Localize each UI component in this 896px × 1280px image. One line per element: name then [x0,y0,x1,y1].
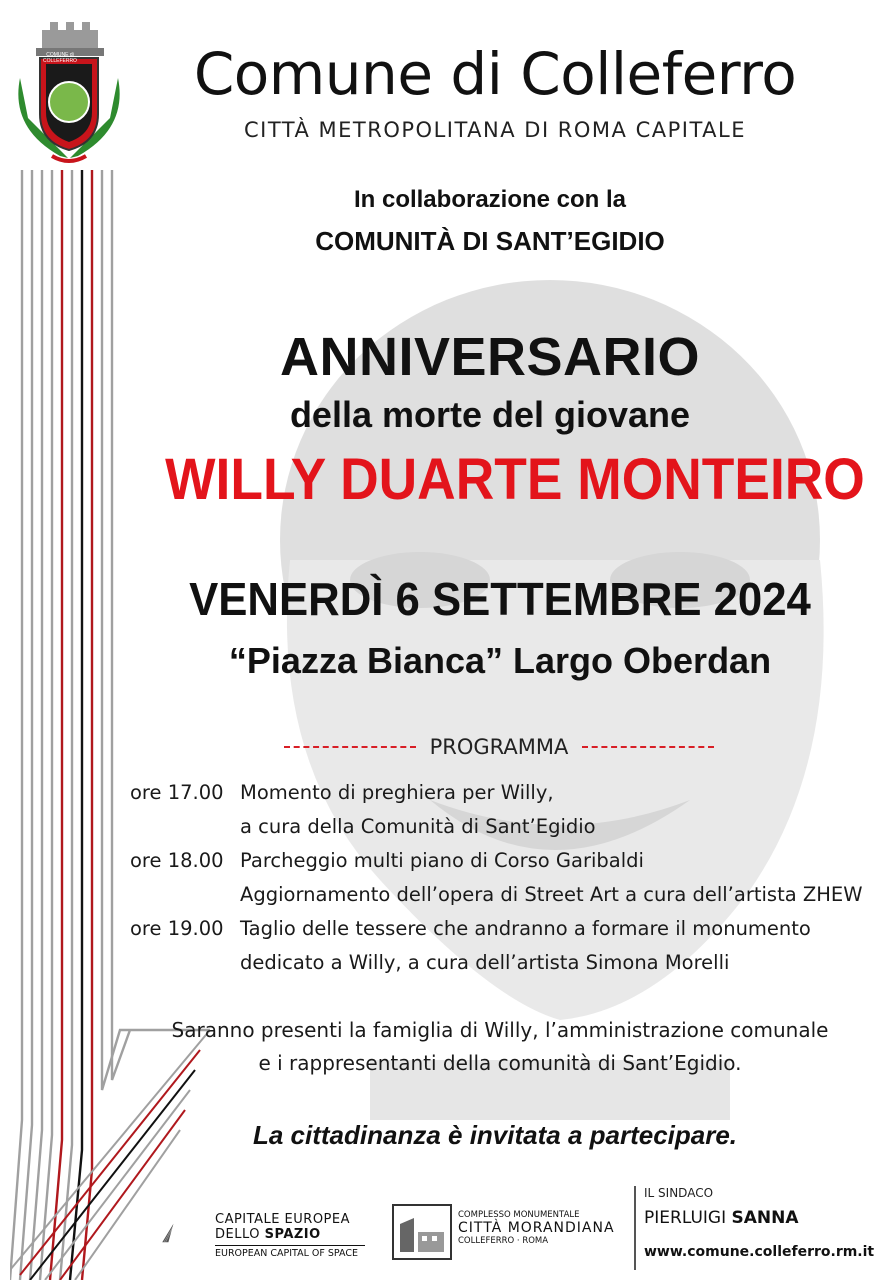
citta-morandiana-text [458,1210,628,1246]
schedule-item [130,844,870,878]
schedule-time: ore 17.00 [130,781,224,804]
event-heading: ANNIVERSARIO [279,327,701,387]
space-logo-line: DELLO SPAZIO [215,1227,321,1242]
event-honoree-name: WILLY DUARTE MONTEIRO [165,447,865,512]
capital-of-space-text [215,1212,365,1259]
program-schedule [130,776,870,980]
event-location: “Piazza Bianca” Largo Oberdan [228,640,772,681]
mayor-name: PIERLUIGI SANNA [644,1208,799,1228]
page-subtitle: CITTÀ METROPOLITANA DI ROMA CAPITALE [243,118,747,142]
schedule-description: Parcheggio multi piano di Corso Garibaldi [240,849,644,872]
decorative-stripes [10,170,220,1280]
schedule-description: Taglio delle tessere che andranno a formare il monumento [240,917,811,940]
website-link[interactable]: www.comune.colleferro.rm.it [644,1244,875,1260]
coat-of-arms-logo [10,18,128,168]
schedule-description: Momento di preghiera per Willy, [240,781,554,804]
schedule-time: ore 19.00 [130,917,224,940]
schedule-item [130,776,870,810]
attendance-note [130,1014,870,1080]
program-label: PROGRAMMA [429,735,569,759]
collaboration-intro: In collaborazione con la [353,186,627,213]
schedule-description: Aggiornamento dell’opera di Street Art a cura dell’artista ZHEW [240,883,863,906]
schedule-item [130,912,870,946]
schedule-description: dedicato a Willy, a cura dell’artista Simona Morelli [240,951,730,974]
footer-divider [634,1186,636,1270]
attendance-line: e i rappresentanti della comunità di Sant’Egidio. [258,1051,742,1075]
collaboration-partner: COMUNITÀ DI SANT’EGIDIO [315,226,665,256]
event-subheading: della morte del giovane [289,394,691,435]
capital-of-space-logo [160,1196,216,1270]
crest-text: COMUNE di COLLEFERRO [43,52,77,64]
cm-logo-line: COLLEFERRO · ROMA [458,1236,549,1246]
program-dash-left [284,746,416,748]
mayor-label: IL SINDACO [644,1186,714,1200]
citta-morandiana-logo [392,1204,452,1260]
schedule-item-continued [130,878,870,912]
schedule-description: a cura della Comunità di Sant’Egidio [240,815,596,838]
program-header [284,733,714,761]
page-title: Comune di Colleferro [193,40,797,108]
schedule-item-continued [130,946,870,980]
attendance-line: Saranno presenti la famiglia di Willy, l’amministrazione comunale [171,1018,829,1042]
schedule-item-continued [130,810,870,844]
space-logo-line: EUROPEAN CAPITAL OF SPACE [215,1245,365,1259]
space-logo-line: CAPITALE EUROPEA [215,1212,350,1227]
schedule-time: ore 18.00 [130,849,224,872]
cm-logo-line: COMPLESSO MONUMENTALE [458,1210,580,1220]
program-dash-right [582,746,714,748]
cm-logo-line: CITTÀ MORANDIANA [458,1220,615,1236]
event-date: VENERDÌ 6 SETTEMBRE 2024 [189,573,811,625]
invitation-text: La cittadinanza è invitata a partecipare. [252,1120,738,1150]
